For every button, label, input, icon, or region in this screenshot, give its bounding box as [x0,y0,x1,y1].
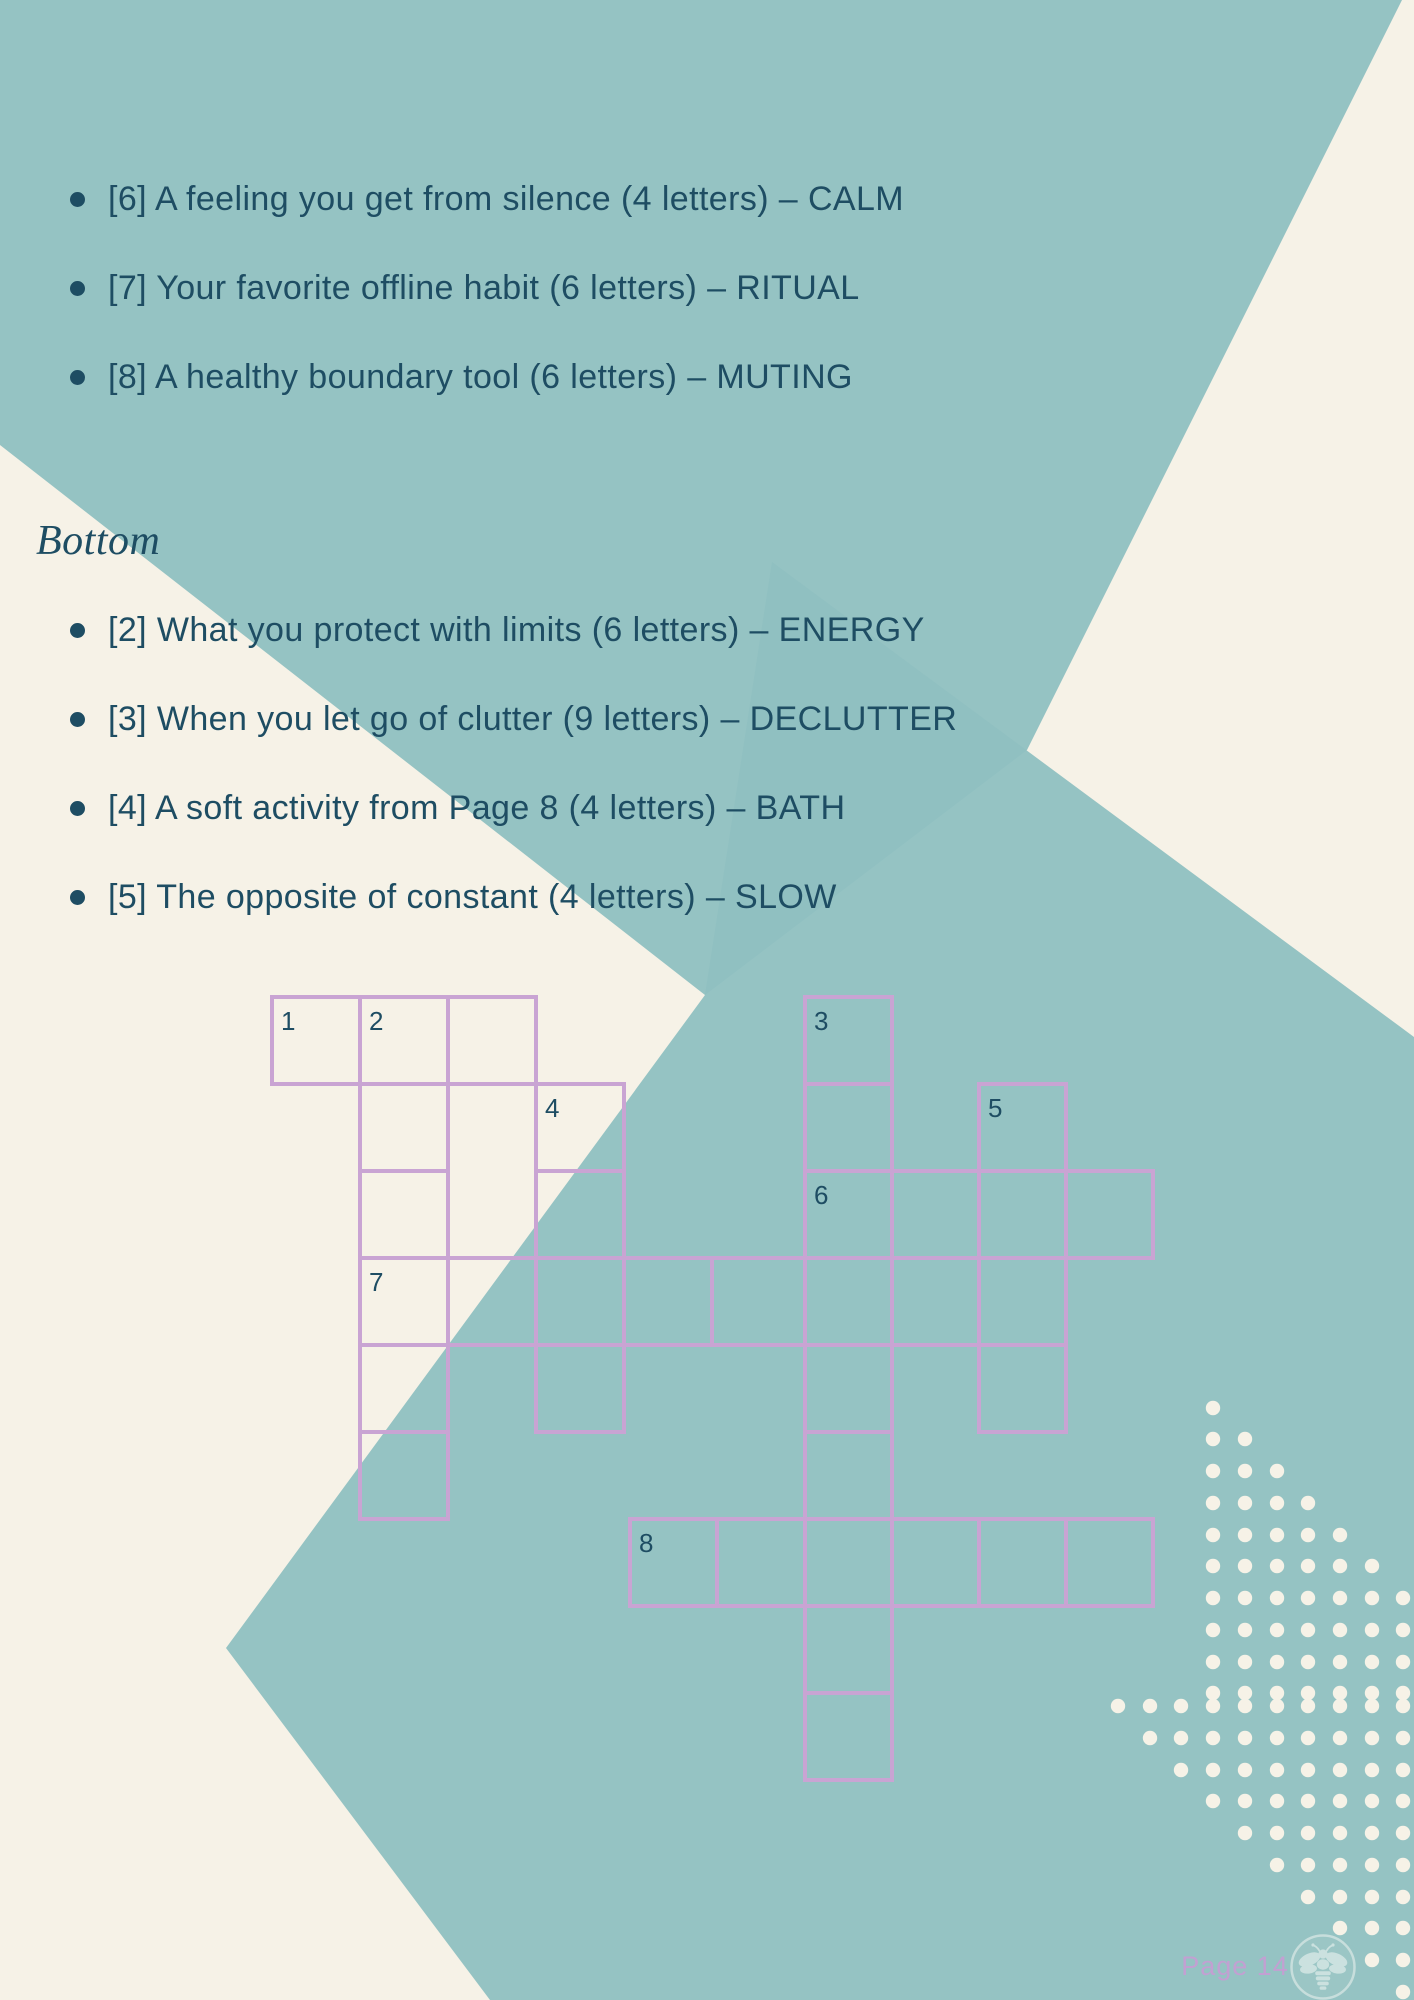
decor-dot [1396,1731,1410,1745]
decor-dot [1206,1655,1220,1669]
bullet-icon [70,712,85,727]
bullet-icon [70,370,85,385]
decor-dot [1365,1731,1379,1745]
decor-dot [1238,1655,1252,1669]
decor-dot [1365,1655,1379,1669]
bullet-icon [70,281,85,296]
decor-dot [1270,1496,1284,1510]
decor-dot [1396,1794,1410,1808]
decor-dot [1301,1528,1315,1542]
decor-dot [1206,1464,1220,1478]
decor-dot [1238,1591,1252,1605]
decor-dot [1270,1655,1284,1669]
clue-item-5 [70,873,837,921]
decor-dot [1396,1953,1410,1967]
decor-dot [1238,1763,1252,1777]
clue-text: [6] A feeling you get from silence (4 letters) – CALM [108,179,905,218]
crossword-number: 4 [545,1093,560,1123]
decor-dot [1238,1432,1252,1446]
decor-dot [1333,1858,1347,1872]
clue-text: [4] A soft activity from Page 8 (4 letters) – BATH [108,788,846,827]
decor-dot [1238,1686,1252,1700]
decor-dot [1301,1858,1315,1872]
decor-dot [1333,1686,1347,1700]
decor-dot [1206,1496,1220,1510]
decor-dot [1270,1763,1284,1777]
bee-icon [1288,1932,1358,2000]
decor-dot [1365,1559,1379,1573]
decor-dot [1333,1528,1347,1542]
decor-dot [1301,1496,1315,1510]
decor-dot [1301,1794,1315,1808]
decor-dot [1333,1890,1347,1904]
decor-dot [1365,1858,1379,1872]
decor-dot [1206,1699,1220,1713]
bullet-icon [70,192,85,207]
decor-dot [1333,1794,1347,1808]
decor-dot [1206,1763,1220,1777]
decor-dot [1301,1699,1315,1713]
decor-dot [1365,1953,1379,1967]
decor-dot [1396,1655,1410,1669]
decor-dot [1301,1731,1315,1745]
clue-text: [7] Your favorite offline habit (6 letters) – RITUAL [108,268,860,307]
decor-dot [1333,1699,1347,1713]
crossword-number: 5 [988,1093,1003,1123]
section-heading-bottom: Bottom [36,518,161,564]
decor-dot [1238,1623,1252,1637]
decor-dot [1143,1699,1157,1713]
clue-item-3 [70,695,957,743]
decor-dot [1206,1591,1220,1605]
decor-dot [1238,1699,1252,1713]
decor-dot [1206,1686,1220,1700]
decor-dot [1206,1401,1220,1415]
decor-dot [1174,1763,1188,1777]
decor-dot [1301,1591,1315,1605]
decor-dot [1396,1826,1410,1840]
decor-dot [1301,1623,1315,1637]
decor-dot [1238,1826,1252,1840]
decor-dot [1301,1655,1315,1669]
decor-dot [1270,1699,1284,1713]
decor-dot [1365,1686,1379,1700]
decor-dot [1238,1464,1252,1478]
decor-dot [1396,1858,1410,1872]
decor-dot [1143,1731,1157,1745]
clue-text: [2] What you protect with limits (6 letters) – ENERGY [108,610,925,649]
crossword-number: 6 [814,1180,829,1210]
decor-dot [1365,1763,1379,1777]
decor-dot [1238,1794,1252,1808]
crossword-number: 1 [281,1006,296,1036]
clue-text: [5] The opposite of constant (4 letters) – SLOW [108,877,837,916]
decor-dot [1111,1699,1125,1713]
decor-dot [1206,1432,1220,1446]
decor-dot [1270,1623,1284,1637]
decor-dot [1270,1826,1284,1840]
decor-dot [1365,1826,1379,1840]
decor-dot [1238,1496,1252,1510]
crossword-number: 8 [639,1528,654,1558]
decor-dot [1270,1559,1284,1573]
decor-dot [1301,1559,1315,1573]
decor-dot [1301,1826,1315,1840]
decor-dot [1301,1890,1315,1904]
decor-dot [1333,1763,1347,1777]
decor-dot [1333,1559,1347,1573]
crossword-number: 3 [814,1006,829,1036]
clue-item-7 [70,264,860,312]
decor-dot [1333,1623,1347,1637]
decor-dot [1206,1794,1220,1808]
decor-dot [1396,1591,1410,1605]
decor-dot [1365,1591,1379,1605]
decor-dot [1396,1763,1410,1777]
decor-dot [1396,1985,1410,1999]
crossword-number: 7 [369,1267,384,1297]
clue-item-6 [70,175,904,223]
decor-dot [1333,1731,1347,1745]
page-number-label: Page 14 [1181,1951,1289,1981]
decor-dot [1270,1591,1284,1605]
decor-dot [1270,1686,1284,1700]
bullet-icon [70,801,85,816]
decor-dot [1301,1686,1315,1700]
decor-dot [1301,1763,1315,1777]
clue-item-4 [70,784,845,832]
decor-dot [1365,1921,1379,1935]
decor-dot [1396,1890,1410,1904]
decor-dot [1206,1528,1220,1542]
clue-item-2 [70,606,925,654]
decor-dot [1238,1731,1252,1745]
decor-dot [1333,1591,1347,1605]
decor-dot [1365,1794,1379,1808]
decor-dot [1238,1528,1252,1542]
clue-item-8 [70,353,853,401]
decor-dot [1365,1699,1379,1713]
decor-dot [1174,1699,1188,1713]
decor-dot [1333,1826,1347,1840]
bullet-icon [70,890,85,905]
decor-dot [1270,1731,1284,1745]
decor-dot [1270,1464,1284,1478]
decor-dot [1396,1686,1410,1700]
decor-dot [1396,1623,1410,1637]
decor-dot [1396,1921,1410,1935]
decor-dot [1270,1794,1284,1808]
decor-dot [1206,1731,1220,1745]
clue-text: [8] A healthy boundary tool (6 letters) – MUTING [108,357,853,396]
decor-dot [1365,1623,1379,1637]
decor-dot [1206,1559,1220,1573]
decor-dot [1365,1890,1379,1904]
decor-dot [1206,1623,1220,1637]
decor-dot [1333,1655,1347,1669]
clue-text: [3] When you let go of clutter (9 letters) – DECLUTTER [108,699,958,738]
bullet-icon [70,623,85,638]
decor-dot [1270,1528,1284,1542]
decor-dot [1270,1858,1284,1872]
decor-dot [1238,1559,1252,1573]
crossword-number: 2 [369,1006,384,1036]
decor-dot [1174,1731,1188,1745]
decor-dot [1396,1699,1410,1713]
